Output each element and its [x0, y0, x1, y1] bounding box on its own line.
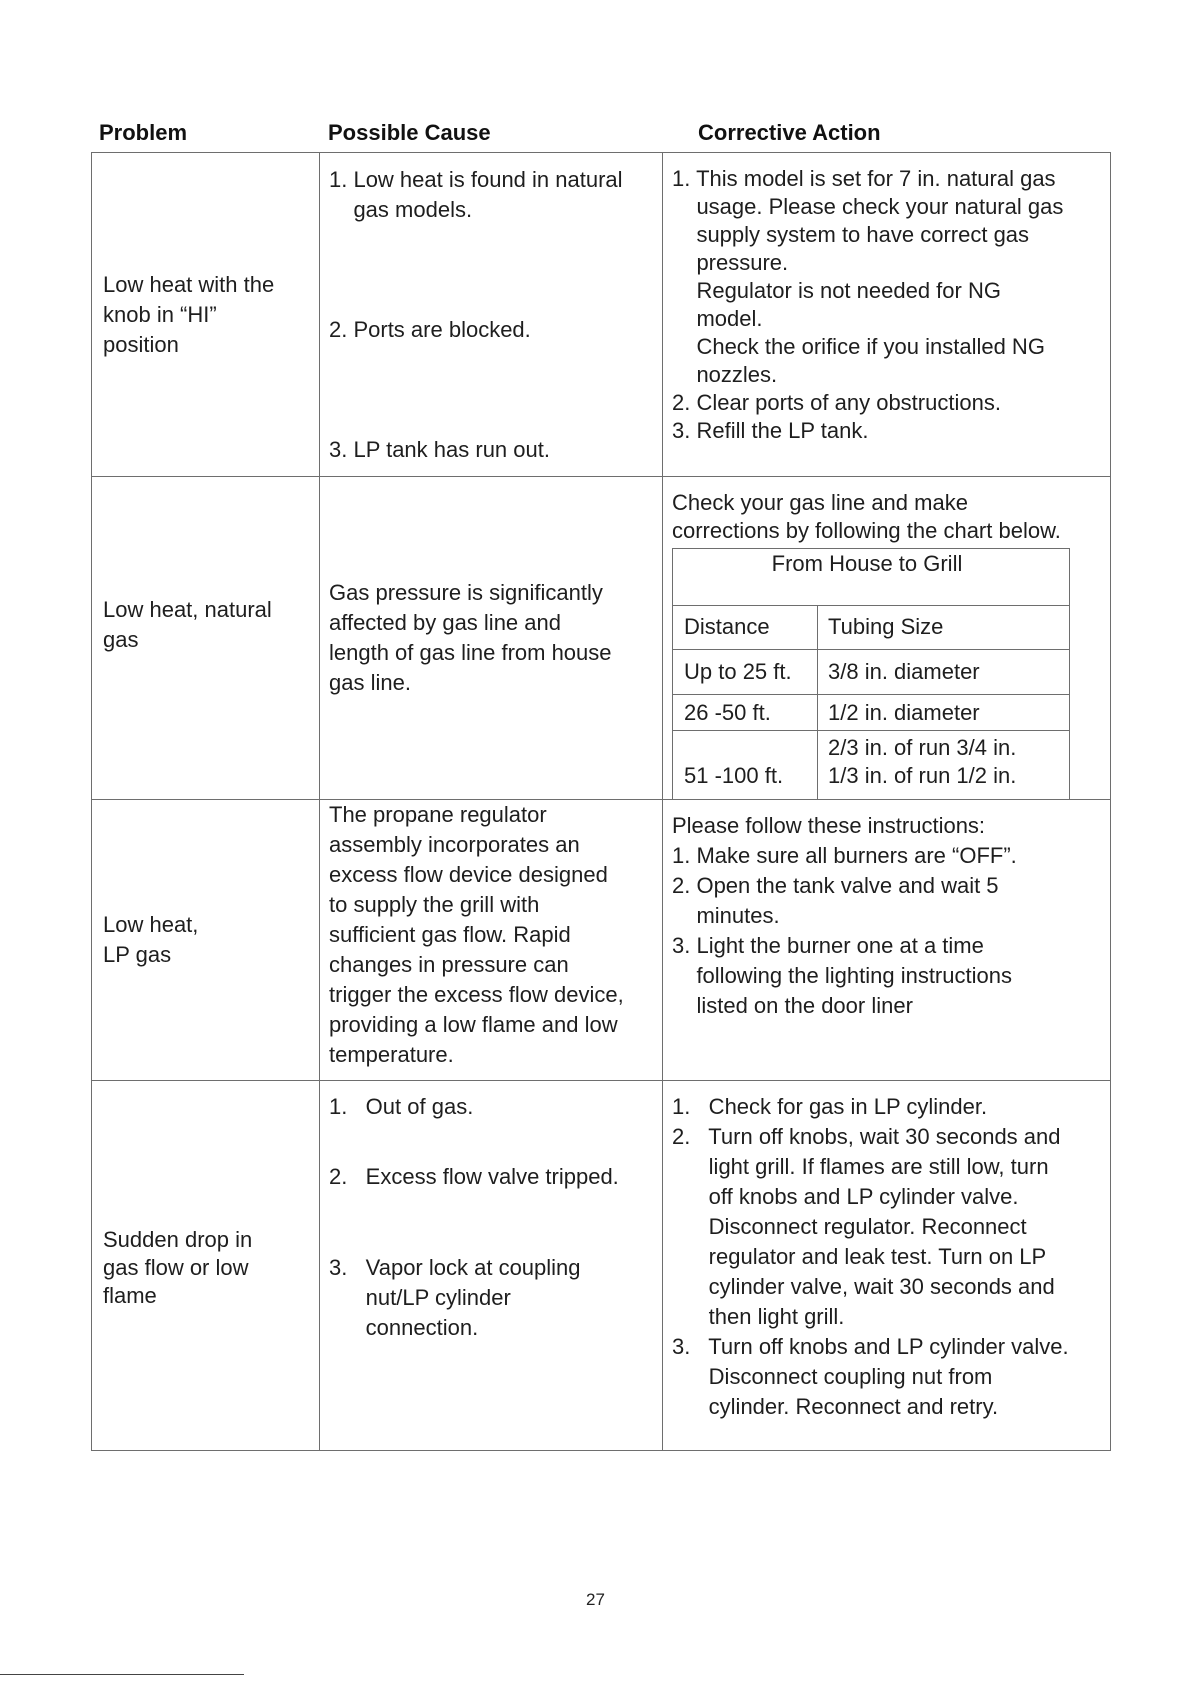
row2-problem: Low heat, natural gas	[103, 597, 272, 652]
header-corrective-action: Corrective Action	[698, 120, 881, 145]
tubing-table-title: From House to Grill	[771, 551, 963, 576]
row3-problem: Low heat, LP gas	[103, 912, 199, 967]
row4-action: 1. Check for gas in LP cylinder. 2. Turn off knobs, wait 30 seconds and light grill. If flames are still low, turn off knobs and LP cylinder valve. Disconnect regulator. Reconnect regulator and leak test. Turn on LP cylinder valve, wait 30 seconds and then light grill. 3. Turn off knobs and LP cylinder valve. Disconnect coupling nut from cylinder. Reconnect and retry.	[672, 1094, 1069, 1419]
row4-cause-1: 1. Out of gas.	[329, 1094, 474, 1119]
footer-rule	[0, 1674, 244, 1675]
row-divider-1	[92, 476, 1110, 477]
row3-action: Please follow these instructions: 1. Make sure all burners are “OFF”. 2. Open the tank valve and wait 5 minutes. 3. Light the burner one at a time following the lighting instructions listed on the door liner	[672, 813, 1017, 1018]
row4-cause-3: 3. Vapor lock at coupling nut/LP cylinder connection.	[329, 1255, 581, 1340]
row1-action: 1. This model is set for 7 in. natural gas usage. Please check your natural gas supply system to have correct gas pressure. Regulator is not needed for NG model. Check the orifice if you installed NG nozzles. 2. Clear ports of any obstructions. 3. Refill the LP tank.	[672, 166, 1064, 443]
row1-cause-3: 3. LP tank has run out.	[329, 437, 550, 462]
row4-problem: Sudden drop in gas flow or low flame	[103, 1227, 253, 1308]
page-number: 27	[586, 1590, 605, 1609]
header-possible-cause: Possible Cause	[328, 120, 491, 145]
tubing-col-size: Tubing Size	[828, 614, 944, 639]
column-divider-2	[662, 153, 663, 1450]
tubing-row-size: 1/2 in. diameter	[828, 700, 980, 725]
tubing-row-size: 2/3 in. of run 3/4 in. 1/3 in. of run 1/2 in.	[828, 735, 1017, 788]
row-divider-3	[92, 1080, 1110, 1081]
row1-problem: Low heat with the knob in “HI” position	[103, 272, 275, 357]
row2-cause: Gas pressure is significantly affected by gas line and length of gas line from house gas line.	[329, 580, 612, 695]
tubing-table-column-divider	[817, 605, 818, 799]
tubing-row-size: 3/8 in. diameter	[828, 659, 980, 684]
tubing-size-table	[672, 548, 1070, 800]
tubing-row-distance: 51 -100 ft.	[684, 763, 784, 788]
tubing-row-distance: 26 -50 ft.	[684, 700, 771, 725]
column-divider-1	[319, 153, 320, 1450]
tubing-row-distance: Up to 25 ft.	[684, 659, 792, 684]
row1-cause-2: 2. Ports are blocked.	[329, 317, 531, 342]
header-problem: Problem	[99, 120, 188, 145]
tubing-col-distance: Distance	[684, 614, 770, 639]
row2-action-intro: Check your gas line and make corrections by following the chart below.	[672, 490, 1061, 543]
row4-cause-2: 2. Excess flow valve tripped.	[329, 1164, 619, 1189]
row3-cause: The propane regulator assembly incorporates an excess flow device designed to supply the grill with sufficient gas flow. Rapid changes in pressure can trigger the excess flow device, providing a low flame and low temperature.	[329, 802, 624, 1067]
row1-cause-1: 1. Low heat is found in natural gas models.	[329, 167, 623, 222]
